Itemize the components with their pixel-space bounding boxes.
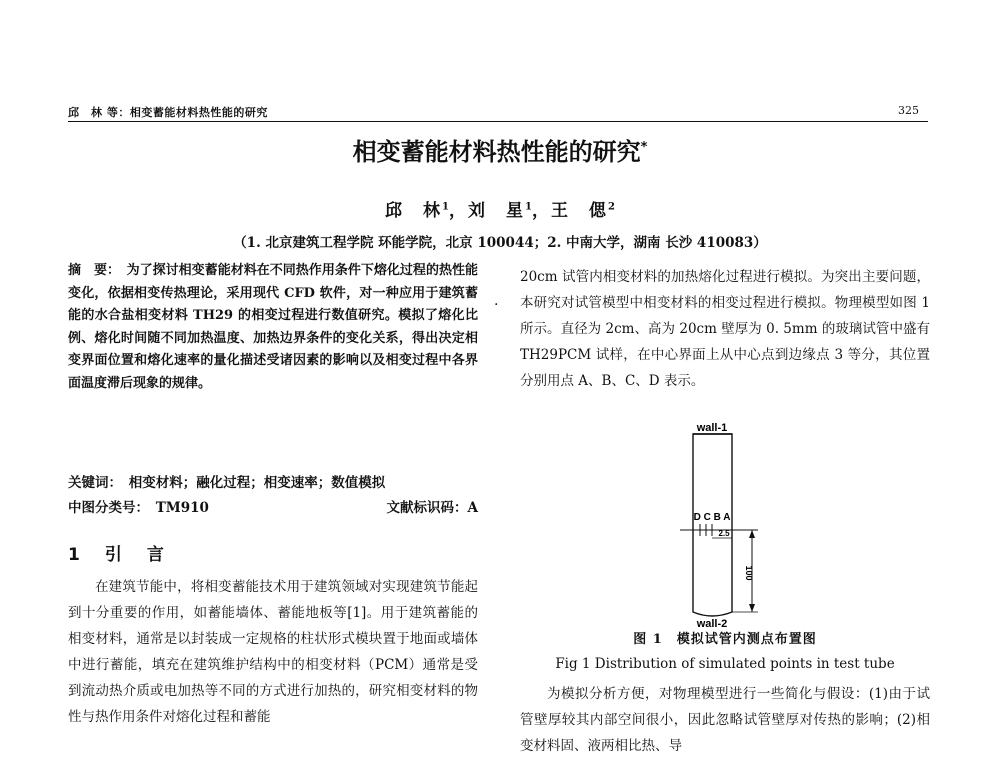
label-dim-vertical: 100 [744, 565, 754, 581]
figure-1-diagram [640, 420, 800, 628]
height-arrow-top [749, 530, 755, 538]
paper-title [0, 132, 1000, 167]
author-1: 邱 林 [385, 201, 443, 221]
author-2: ，刘 星 [449, 201, 526, 221]
right-paragraph-1: 20cm 试管内相变材料的加热熔化过程进行模拟。为突出主要问题，本研究对试管模型中相变材料的相变过程进行模拟。物理模型如图 1 所示。直径为 2cm、高为 20cm 壁厚为 0. 5mm 的玻璃试管中盛有 TH29PCM 试样，在中心界面上从中心点到边缘点 3 等分，其位置分别用点 A、B、C、D 表示。 [520, 269, 930, 389]
running-head: 邱 林 等：相变蓄能材料热性能的研究 [68, 106, 268, 119]
author-2-affil: 1 [525, 201, 532, 213]
header-rule [68, 121, 928, 122]
author-1-affil: 1 [442, 201, 450, 213]
keywords: 关键词： 相变材料；融化过程；相变速率；数值模拟 [68, 475, 386, 491]
abstract: 摘 要： 为了探讨相变蓄能材料在不同热作用条件下熔化过程的热性能变化，依据相变传热理论，采用现代 CFD 软件，对一种应用于建筑蓄能的水合盐相变材料 TH29 的相变过程进行数值研究。模拟了熔化比例、熔化时间随不同加热温度、加热边界条件的变化关系，得出决定相变界面位置和熔化速率的量化描述受诸因素的影响以及相变过程中各界面温度滞后现象的规律。 [68, 263, 478, 391]
author-3: ，王 偲 [531, 201, 608, 221]
classification [68, 496, 478, 516]
right-paragraph-2-text: 为模拟分析方便，对物理模型进行一些简化与假设：(1)由于试管壁厚较其内部空间很小，因此忽略试管壁厚对传热的影响；(2)相变材料固、液两相比热、导 [520, 686, 930, 754]
paper-title-text: 相变蓄能材料热性能的研究 [352, 138, 641, 166]
intro-paragraph: 在建筑节能中，将相变蓄能技术用于建筑领域对实现建筑节能起到十分重要的作用，如蓄能墙体、蓄能地板等[1]。用于建筑蓄能的相变材料，通常是以封装成一定规格的柱状形式模块置于地面或墙体中进行蓄能，填充在建筑维护结构中的相变材料（PCM）通常是受到流动热介质或电加热等不同的方式进行加热的，研究相变材料的物性与热作用条件对熔化过程和蓄能 [68, 579, 478, 725]
figure-caption-cn: 图 1 模拟试管内测点布置图 [633, 632, 817, 647]
label-points: D C B A [693, 512, 731, 523]
label-wall-1: wall-1 [696, 422, 728, 434]
clc-number: 中图分类号： TM910 [68, 500, 209, 516]
authors [0, 196, 1000, 221]
stray-dot: . [494, 293, 499, 309]
label-dim-horizontal: 2.5 [718, 529, 730, 538]
author-3-affil: 2 [607, 201, 615, 213]
figure-caption-en: Fig 1 Distribution of simulated points in test tube [555, 656, 895, 672]
section-heading: 1 引 言 [68, 545, 168, 565]
document-code: 文献标识码：A [386, 500, 478, 516]
label-wall-2: wall-2 [696, 618, 728, 628]
right-paragraph-2 [520, 681, 930, 759]
affiliations: （1. 北京建筑工程学院 环能学院，北京 100044；2. 中南大学，湖南 长沙 410083） [233, 235, 767, 251]
height-arrow-bottom [749, 604, 755, 612]
page-number: 325 [898, 104, 919, 117]
title-footnote-mark: * [640, 140, 648, 155]
